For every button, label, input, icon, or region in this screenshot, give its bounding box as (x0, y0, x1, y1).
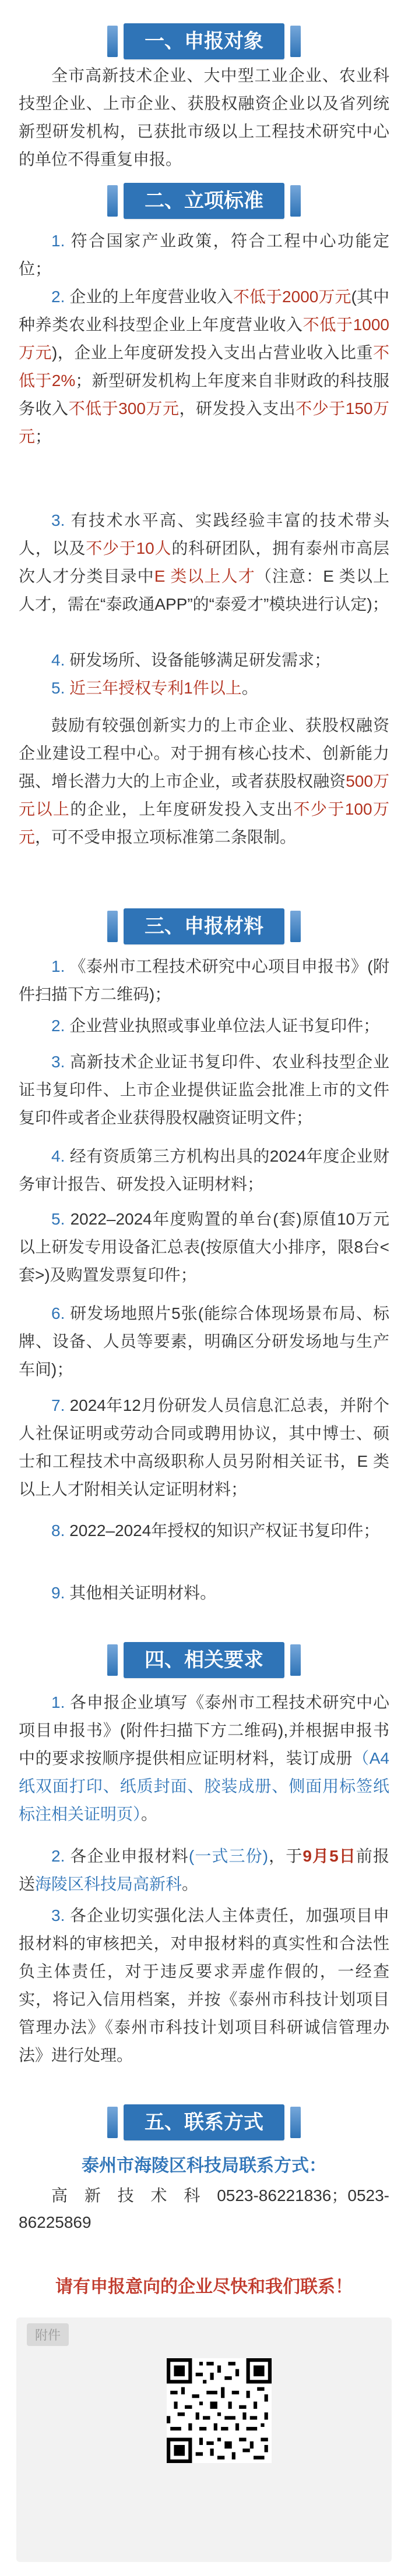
section-2-heading (101, 183, 307, 219)
contact-title: 泰州市海陵区科技局联系方式： (82, 2156, 326, 2175)
s2-item-3-mid2: （注意：E 类以上人才，需在“泰政通APP”的“泰爱才”模块进行认定)； (19, 567, 389, 613)
s4-item-2-post: 前报送 (19, 1847, 389, 1893)
s4-item-2 (19, 1842, 389, 1898)
s2-item-3-mid1: 的科研团队，拥有泰州市高层次人才分类目录中 (19, 539, 389, 585)
s2-item-3-red2: E 类以上人才 (154, 567, 255, 585)
s4-item-3 (19, 1902, 389, 2069)
s2-item-1 (19, 227, 389, 283)
s2-extra-red: 500万元以上 (19, 772, 389, 818)
s2-item-2-red2: 不低于1000万元 (19, 316, 389, 362)
s2-item-3-red1: 不少于10人 (86, 539, 172, 557)
s4-item-3-num: 3. (51, 1906, 65, 1924)
s4-item-1-pre: 各申报企业填写《泰州市工程技术研究中心项目申报书》(附件扫描下方二维码),并根据申报书中的要求按顺序提供相应证明材料，装订成册 (19, 1693, 389, 1767)
heading-bar-left (107, 185, 118, 217)
s2-item-2-pre: 企业的上年度营业收入 (69, 288, 233, 306)
s2-extra-pre: 鼓励有较强创新实力的上市企业、获股权融资企业建设工程中心。对于拥有核心技术、创新能力强、增长潜力大的上市企业，或者获股权融资 (19, 716, 389, 790)
heading-bar-right (290, 911, 301, 942)
s2-item-5-num: 5. (51, 679, 65, 697)
s2-item-3-pre: 有技术水平高、实践经验丰富的技术带头人，以及 (19, 511, 389, 557)
s2-item-5 (19, 674, 389, 702)
heading-bar-left (107, 911, 118, 942)
s2-item-1-text: 符合国家产业政策，符合工程中心功能定位； (19, 232, 389, 278)
s3-item-6-text: 研发场地照片5张(能综合体现场景布局、标牌、设备、人员等要素，明确区分研发场地与生产车间)； (19, 1304, 389, 1378)
s2-item-1-num: 1. (51, 232, 65, 250)
s2-item-2-red1: 不低于2000万元 (233, 288, 351, 306)
s3-item-8-num: 8. (51, 1521, 65, 1540)
section-3-title: 三、申报材料 (124, 908, 284, 944)
s3-item-6 (19, 1300, 389, 1383)
s3-item-1 (19, 953, 389, 1009)
s2-extra-red2: 不少于100万元 (19, 800, 389, 846)
s3-item-3 (19, 1048, 389, 1132)
s3-item-2 (19, 1012, 389, 1040)
s3-item-5 (19, 1205, 389, 1289)
s2-extra (19, 712, 389, 851)
s3-item-6-num: 6. (51, 1304, 65, 1322)
s2-item-2-red4: 不低于300万元 (68, 399, 180, 417)
s2-item-3 (19, 507, 389, 618)
s3-item-1-num: 1. (51, 957, 65, 975)
s3-item-3-text: 高新技术企业证书复印件、农业科技型企业证书复印件、上市企业提供证监会批准上市的文件复印件或者企业获得股权融资证明文件； (19, 1053, 389, 1127)
attachment-card (16, 2317, 392, 2562)
s2-item-3-num: 3. (51, 511, 65, 529)
s4-item-1-num: 1. (51, 1693, 65, 1711)
s3-item-2-text: 企业营业执照或事业单位法人证书复印件； (69, 1017, 380, 1035)
heading-bar-right (290, 185, 301, 217)
s3-item-4-text: 经有资质第三方机构出具的2024年度企业财务审计报告、研发投入证明材料； (19, 1147, 390, 1193)
s2-item-2-mid2: )，企业上年度研发投入支出占营业收入比重 (51, 344, 373, 362)
s4-item-2-red: 9月5日 (303, 1847, 356, 1865)
s2-item-2-mid3: ；新型研发机构上年度来自非财政的科技服务收入 (19, 371, 389, 417)
s4-item-2-pre: 各企业申报材料 (70, 1847, 189, 1865)
s2-item-4-num: 4. (51, 651, 65, 669)
attachment-label: 附件 (27, 2323, 69, 2346)
s3-item-2-num: 2. (51, 1017, 65, 1035)
s2-item-2-red3: 不低于2% (19, 344, 389, 390)
heading-bar-right (290, 26, 301, 57)
s4-item-3-text: 各企业切实强化法人主体责任，加强项目申报材料的审核把关，对申报材料的真实性和合法性负主体责任，对于违反要求弄虚作假的，一经查实，将记入信用档案，并按《泰州市科技计划项目管理办法》《泰州市科技计划项目科研诚信管理办法》进行处理。 (19, 1906, 389, 2064)
s2-item-2-mid4: ，研发投入支出 (179, 399, 296, 417)
s4-item-1 (19, 1689, 389, 1828)
section-4-heading (101, 1642, 307, 1678)
s2-item-2-num: 2. (51, 288, 65, 306)
section-1-body: 全市高新技术企业、大中型工业企业、农业科技型企业、上市企业、获股权融资企业以及省列统新型研发机构，已获批市级以上工程技术研究中心的单位不得重复申报。 (19, 66, 389, 168)
urgent-notice: 请有申报意向的企业尽快和我们联系！ (55, 2277, 353, 2297)
contact-phones: 高 新 技 术 科 0523-86221836；0523-86225869 (19, 2186, 389, 2231)
s3-item-5-num: 5. (51, 1210, 65, 1228)
section-3-heading (101, 908, 307, 944)
section-4-title: 四、相关要求 (124, 1642, 284, 1678)
section-1-heading (101, 23, 307, 59)
s3-item-8-text: 2022–2024年授权的知识产权证书复印件； (69, 1521, 380, 1540)
s3-item-7-num: 7. (51, 1396, 65, 1414)
s3-item-9-num: 9. (51, 1584, 65, 1602)
section-2-title: 二、立项标准 (124, 183, 284, 219)
s3-item-5-text: 2022–2024年度购置的单台(套)原值10万元以上研发专用设备汇总表(按原值大小排序，限8台<套>)及购置发票复印件； (19, 1210, 389, 1284)
s4-item-2-blue: (一式三份) (188, 1847, 269, 1865)
s3-item-8 (19, 1517, 389, 1545)
s4-item-2-num: 2. (51, 1847, 65, 1865)
s3-item-4-num: 4. (51, 1147, 65, 1165)
s3-item-3-num: 3. (51, 1053, 65, 1071)
heading-bar-right (290, 2107, 301, 2138)
s4-item-2-mid: ，于 (268, 1847, 303, 1865)
qr-code[interactable] (167, 2358, 272, 2463)
s4-item-2-blue2: 海陵区科技局高新科 (35, 1875, 182, 1893)
section-5-heading (101, 2104, 307, 2140)
s3-item-4 (19, 1142, 389, 1198)
s2-item-2 (19, 283, 389, 451)
s2-item-5-end: 。 (241, 679, 258, 697)
heading-bar-left (107, 1644, 118, 1676)
s2-item-4 (19, 646, 389, 674)
section-5-title: 五、联系方式 (124, 2104, 284, 2140)
section-1-title: 一、申报对象 (124, 23, 284, 59)
s2-item-2-end: ； (35, 427, 52, 445)
s2-extra-end: ，可不受申报立项标准第二条限制。 (35, 828, 297, 846)
s2-extra-post: 的企业，上年度研发投入支出 (70, 800, 294, 818)
s2-item-4-text: 研发场所、设备能够满足研发需求； (69, 651, 331, 669)
s3-item-1-text: 《泰州市工程技术研究中心项目申报书》(附件扫描下方二维码)； (19, 957, 389, 1003)
s2-item-5-red: 近三年授权专利1件以上 (69, 679, 242, 697)
heading-bar-left (107, 26, 118, 57)
s4-item-1-blue: （A4纸双面打印、纸质封面、胶装成册、侧面用标签纸标注相关证明页） (19, 1749, 389, 1823)
s2-item-2-mid1: (其中种养类农业科技型企业上年度营业收入 (19, 288, 389, 334)
s3-item-7 (19, 1392, 389, 1503)
heading-bar-left (107, 2107, 118, 2138)
s3-item-9-text: 其他相关证明材料。 (69, 1584, 217, 1602)
s3-item-7-text: 2024年12月份研发人员信息汇总表，并附个人社保证明或劳动合同或聘用协议，其中博士、硕士和工程技术中高级职称人员另附相关证书，E 类以上人才附相关认定证明材料； (19, 1396, 390, 1498)
s2-item-2-red5: 不少于150万元 (19, 399, 389, 445)
s3-item-9 (19, 1579, 389, 1607)
s4-item-2-end: 。 (182, 1875, 199, 1893)
s4-item-1-end: 。 (141, 1805, 158, 1823)
heading-bar-right (290, 1644, 301, 1676)
